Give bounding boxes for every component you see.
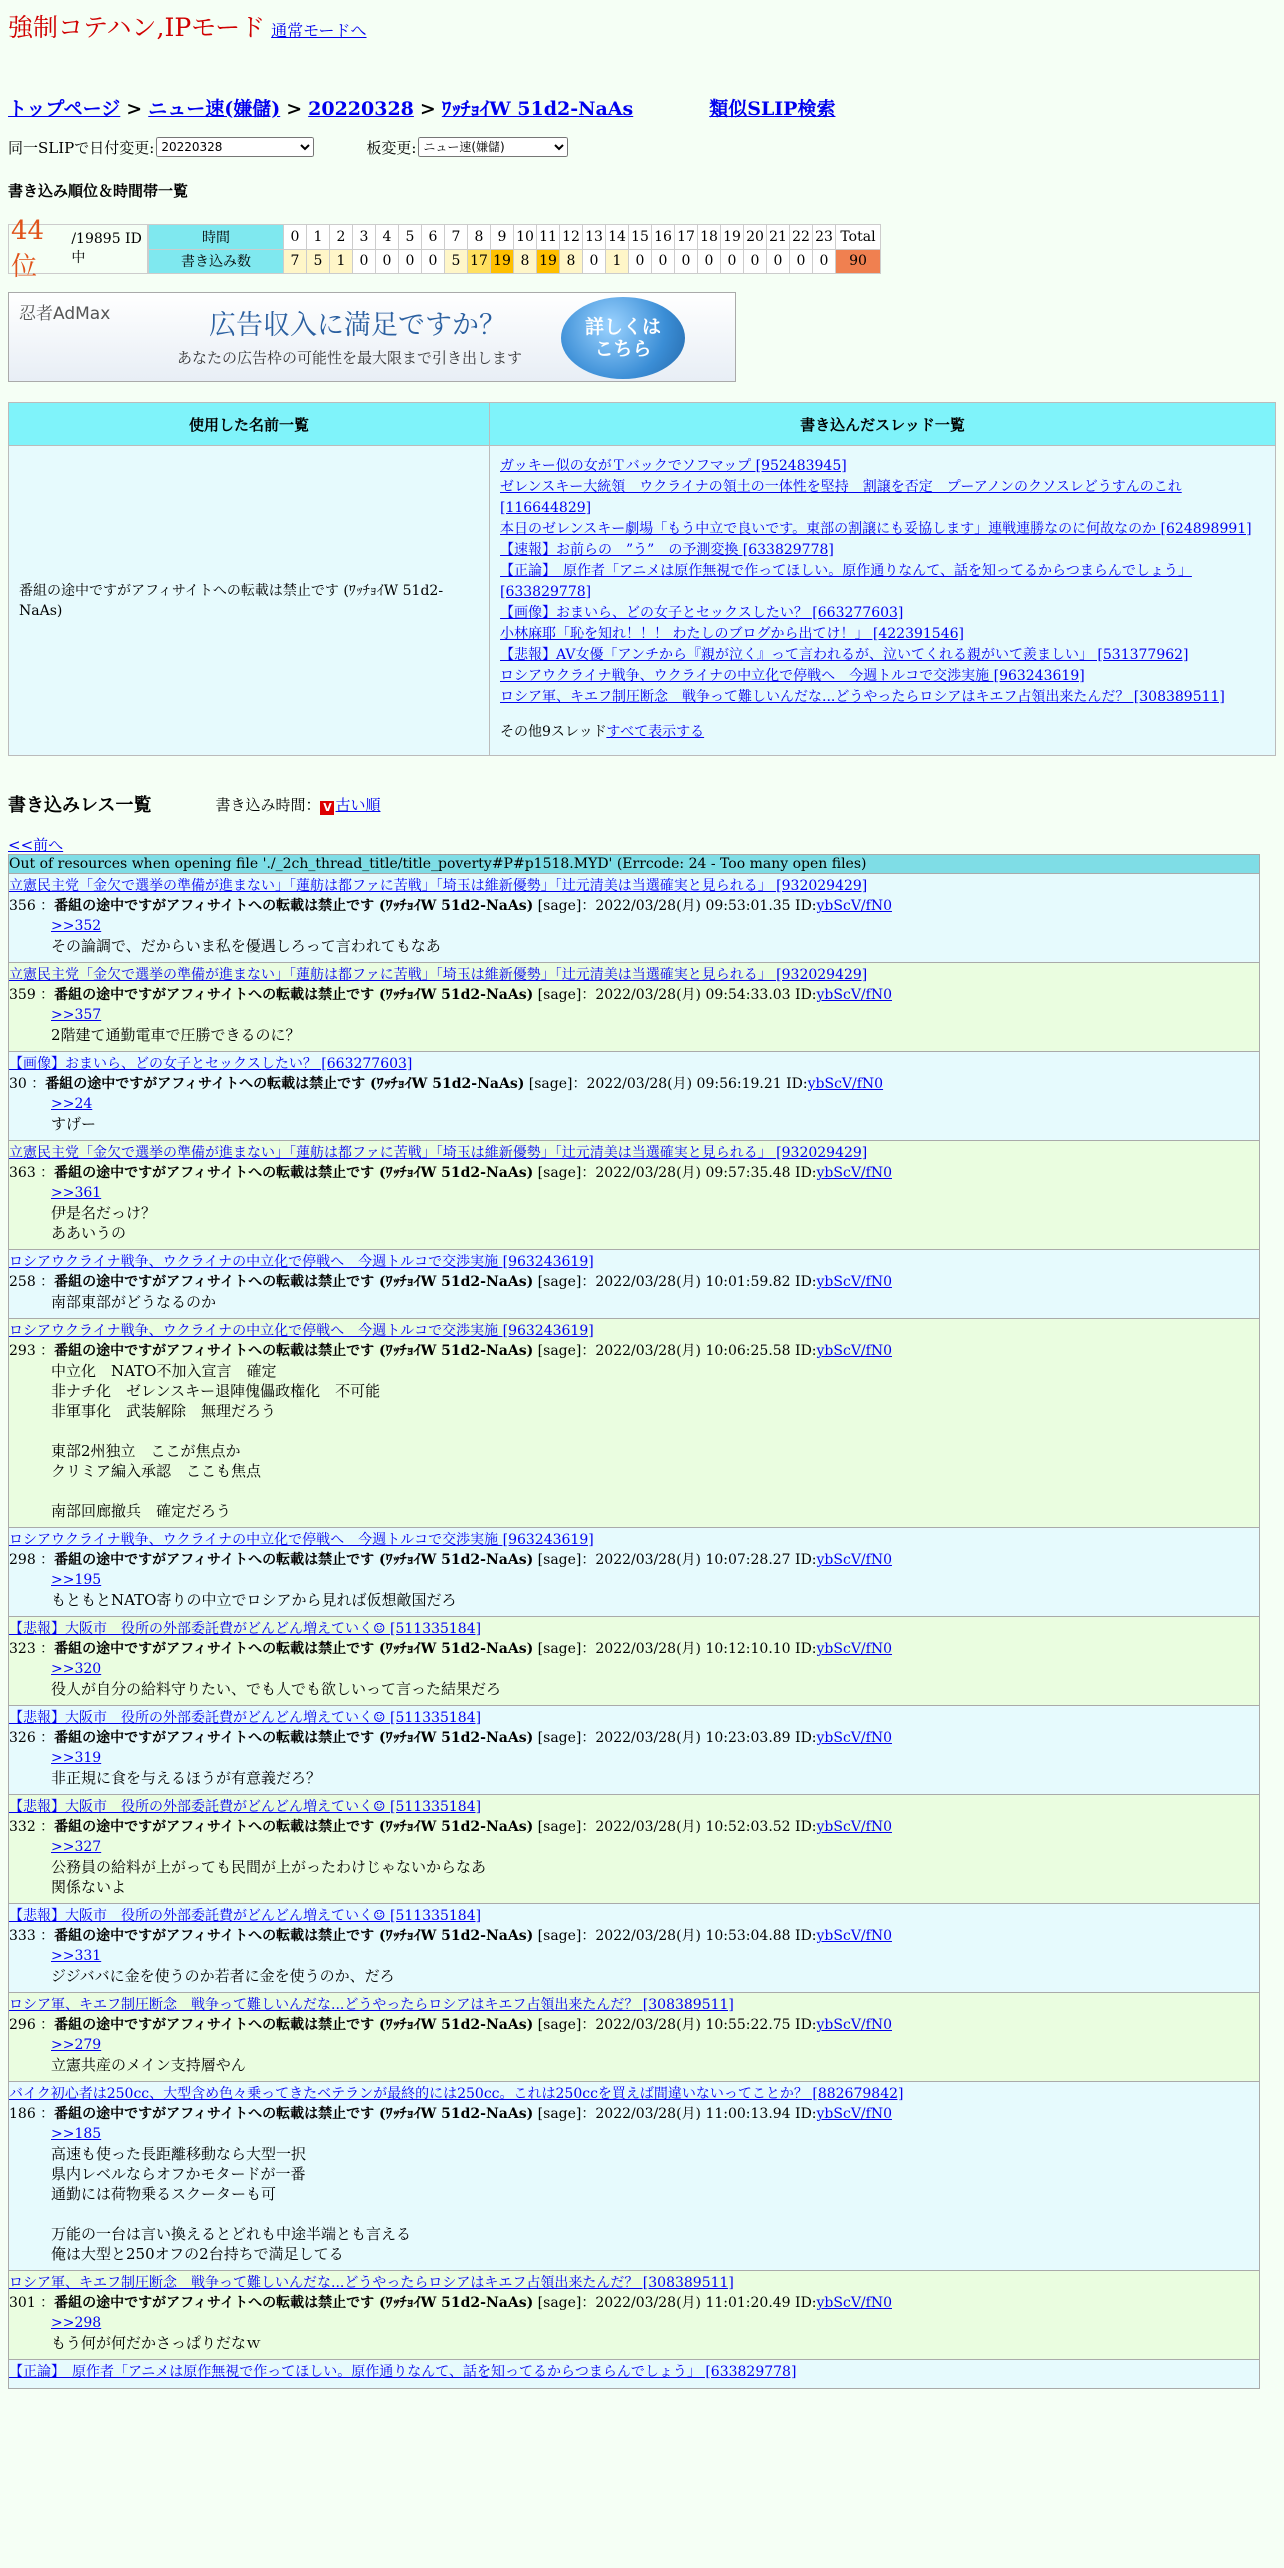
- post-meta: [9, 1163, 1259, 1183]
- hour-cell: 20: [744, 225, 767, 250]
- thread-link[interactable]: 【正論】 原作者「アニメは原作無視で作ってほしい。原作通りなんて、話を知ってるからつまらんでしょう」 [633829778]: [500, 563, 1192, 600]
- post-reply-link[interactable]: >>319: [51, 1750, 102, 1766]
- hour-count-cell: 90: [836, 249, 881, 274]
- post-body: 公務員の給料が上がっても民間が上がったわけじゃないからなあ 関係ないよ: [51, 1858, 487, 1896]
- thread-link[interactable]: 小林麻耶「恥を知れ！！！ わたしのブログから出てけ！」 [422391546]: [500, 626, 964, 642]
- post-reply-link[interactable]: >>195: [51, 1572, 102, 1588]
- hour-count-cell: 0: [744, 249, 767, 274]
- hour-count-cell: 0: [698, 249, 721, 274]
- post-reply-link[interactable]: >>331: [51, 1948, 102, 1964]
- post-reply-link[interactable]: >>298: [51, 2315, 102, 2331]
- post: [8, 2360, 1260, 2389]
- post-number: 258 ：: [9, 1274, 55, 1290]
- normal-mode-link[interactable]: 通常モードへ: [271, 21, 367, 40]
- hour-cell: 7: [445, 225, 468, 250]
- post: [8, 1904, 1260, 1993]
- thread-item: [500, 519, 1265, 540]
- prev-page-link[interactable]: <<前へ: [8, 836, 64, 854]
- names-threads-table: [8, 402, 1276, 756]
- post-body: 中立化 NATO不加入宣言 確定 非ナチ化 ゼレンスキー退陣傀儡政権化 不可能 非軍事化 武装解除 無理だろう 東部2州独立 ここが焦点か クリミア編入承認 ここも焦点 南部回廊撤兵 確定だろう: [51, 1362, 381, 1520]
- post-number: 359 ：: [9, 987, 55, 1003]
- hour-count-cell: 8: [560, 249, 583, 274]
- hour-cell: 5: [399, 225, 422, 250]
- post-id-link[interactable]: ybScV/fN0: [816, 1552, 892, 1568]
- hour-table: [148, 224, 881, 274]
- post-name: 番組の途中ですがアフィサイトへの転載は禁止です (ﾜｯﾁｮｲW 51d2-NaAs): [54, 2017, 534, 2033]
- breadcrumb-sep: >: [419, 98, 436, 120]
- post-number: 186 ：: [9, 2106, 55, 2122]
- thread-link[interactable]: ゼレンスキー大統領 ウクライナの領土の一体性を堅持 割譲を否定 プーアノンのクソスレどうすんのこれ [116644829]: [500, 479, 1182, 516]
- post-reply-link[interactable]: >>361: [51, 1185, 102, 1201]
- hour-cell: 0: [284, 225, 307, 250]
- hour-count-cell: 0: [721, 249, 744, 274]
- threads-header: 書き込んだスレッド一覧: [490, 403, 1276, 446]
- post-name: 番組の途中ですがアフィサイトへの転載は禁止です (ﾜｯﾁｮｲW 51d2-NaAs): [54, 2295, 534, 2311]
- hour-cell: 22: [790, 225, 813, 250]
- post-name: 番組の途中ですがアフィサイトへの転載は禁止です (ﾜｯﾁｮｲW 51d2-NaAs): [54, 1165, 534, 1181]
- thread-item: [500, 624, 1265, 645]
- sort-oldest-link[interactable]: 古い順: [335, 795, 381, 814]
- hour-count-cell: 0: [399, 249, 422, 274]
- hour-cell: 11: [537, 225, 560, 250]
- post-thread-link[interactable]: ロシアウクライナ戦争、ウクライナの中立化で停戦へ 今週トルコで交渉実施 [963243619]: [9, 1323, 594, 1339]
- post-thread-link[interactable]: 【悲報】大阪市 役所の外部委託費がどんどん増えていく☺ [511335184]: [9, 1621, 482, 1637]
- post-number: 301 ：: [9, 2295, 55, 2311]
- post-name: 番組の途中ですがアフィサイトへの転載は禁止です (ﾜｯﾁｮｲW 51d2-NaAs): [54, 987, 534, 1003]
- post-number: 326 ：: [9, 1730, 55, 1746]
- post-thread-link[interactable]: 【悲報】大阪市 役所の外部委託費がどんどん増えていく☺ [511335184]: [9, 1710, 482, 1726]
- hour-count-cell: 0: [422, 249, 445, 274]
- date-select-label: 同一SLIPで日付変更:: [8, 138, 155, 157]
- post-date: [sage]：2022/03/28(月) 11:00:13.94 ID:: [533, 2106, 817, 2122]
- hour-count-cell: 0: [675, 249, 698, 274]
- board-select-label: 板変更:: [366, 138, 417, 157]
- post-id-link[interactable]: ybScV/fN0: [816, 2106, 892, 2122]
- ad-brand: 忍者AdMax: [19, 304, 111, 324]
- hour-count-cell: 0: [376, 249, 399, 274]
- hour-count-cell: 0: [652, 249, 675, 274]
- error-message: Out of resources when opening file './_2ch_thread_title/title_poverty#P#p1518.MYD' (Errcode: 24 - Too many open files): [8, 854, 1260, 874]
- sort-time-label: 書き込み時間：: [215, 795, 321, 814]
- post-meta: [9, 1639, 1259, 1659]
- sort-order: [215, 794, 380, 815]
- names-header: 使用した名前一覧: [9, 403, 490, 446]
- breadcrumb: [8, 94, 1260, 120]
- post-name: 番組の途中ですがアフィサイトへの転載は禁止です (ﾜｯﾁｮｲW 51d2-NaAs): [54, 1819, 534, 1835]
- breadcrumb-sep: >: [286, 98, 303, 120]
- post-date: [sage]：2022/03/28(月) 10:01:59.82 ID:: [533, 1274, 817, 1290]
- thread-link[interactable]: 【画像】おまいら、どの女子とセックスしたい？ [663277603]: [500, 605, 904, 621]
- hour-count-cell: 17: [468, 249, 491, 274]
- thread-link[interactable]: 【悲報】AV女優「アンチから『親が泣く』って言われるが、泣いてくれる親がいて羨ましい」 [531377962]: [500, 647, 1189, 663]
- post-number: 363 ：: [9, 1165, 55, 1181]
- hour-cell: 18: [698, 225, 721, 250]
- post-date: [sage]：2022/03/28(月) 10:23:03.89 ID:: [533, 1730, 817, 1746]
- post: [8, 1795, 1260, 1904]
- board-select[interactable]: [418, 137, 568, 157]
- post-meta: [9, 2015, 1259, 2035]
- post-id-link[interactable]: ybScV/fN0: [816, 1343, 892, 1359]
- time-label: 時間: [149, 225, 284, 250]
- post: [8, 1528, 1260, 1617]
- post-thread-link[interactable]: 【悲報】大阪市 役所の外部委託費がどんどん増えていく☺ [511335184]: [9, 1908, 482, 1924]
- post-name: 番組の途中ですがアフィサイトへの転載は禁止です (ﾜｯﾁｮｲW 51d2-NaAs): [54, 2106, 534, 2122]
- breadcrumb-date[interactable]: 20220328: [308, 98, 414, 120]
- used-name: 番組の途中ですがアフィサイトへの転載は禁止です (ﾜｯﾁｮｲW 51d2-NaAs): [9, 446, 490, 756]
- breadcrumb-slip[interactable]: ﾜｯﾁｮｲW 51d2-NaAs: [441, 98, 634, 120]
- post-thread-link[interactable]: 立憲民主党「金欠で選挙の準備が進まない」「蓮舫は都ファに苦戦」「埼玉は維新優勢」「辻元清美は当選確実と見られる」 [932029429]: [9, 967, 868, 983]
- post-body: 南部東部がどうなるのか: [51, 1293, 217, 1311]
- post-meta: [9, 1272, 1259, 1292]
- post-date: [sage]：2022/03/28(月) 10:52:03.52 ID:: [533, 1819, 817, 1835]
- post-date: [sage]：2022/03/28(月) 09:53:01.35 ID:: [533, 898, 817, 914]
- hour-count-cell: 7: [284, 249, 307, 274]
- thread-link[interactable]: ガッキー似の女がＴバックでソフマップ [952483945]: [500, 458, 847, 474]
- ad-details-line1: 詳しくは: [584, 316, 661, 338]
- hour-count-cell: 19: [491, 249, 514, 274]
- hour-cell: 2: [330, 225, 353, 250]
- post-thread-link[interactable]: ロシア軍、キエフ制圧断念 戦争って難しいんだな...どうやったらロシアはキエフ占領出来たんだ？ [308389511]: [9, 2275, 734, 2291]
- sort-down-icon: V: [320, 801, 334, 815]
- res-list-heading: 書き込みレス一覧: [8, 795, 152, 816]
- post: [8, 2082, 1260, 2271]
- rank-box: [8, 215, 148, 282]
- post-reply-link[interactable]: >>279: [51, 2037, 102, 2053]
- post-body: 2階建て通勤電車で圧勝できるのに？: [51, 1026, 301, 1044]
- post: [8, 1706, 1260, 1795]
- post-id-link[interactable]: ybScV/fN0: [816, 1928, 892, 1944]
- hour-count-cell: 5: [307, 249, 330, 274]
- post-body: もう何が何だかさっぱりだなｗ: [51, 2334, 262, 2352]
- post-meta: [9, 896, 1259, 916]
- post-date: [sage]：2022/03/28(月) 11:01:20.49 ID:: [533, 2295, 817, 2311]
- post-meta: [9, 2104, 1259, 2124]
- post-id-link[interactable]: ybScV/fN0: [816, 898, 892, 914]
- post-thread-link[interactable]: ロシア軍、キエフ制圧断念 戦争って難しいんだな...どうやったらロシアはキエフ占領出来たんだ？ [308389511]: [9, 1997, 734, 2013]
- post-date: [sage]：2022/03/28(月) 09:56:19.21 ID:: [524, 1076, 808, 1092]
- hour-cell: 3: [353, 225, 376, 250]
- post-meta: [9, 1341, 1259, 1361]
- post-reply-link[interactable]: >>320: [51, 1661, 102, 1677]
- thread-link[interactable]: ロシアウクライナ戦争、ウクライナの中立化で停戦へ 今週トルコで交渉実施 [963243619]: [500, 668, 1085, 684]
- post-body: その論調で、だからいま私を優遇しろって言われてもなあ: [51, 937, 441, 955]
- thread-item: [500, 456, 1265, 477]
- post-id-link[interactable]: ybScV/fN0: [816, 2295, 892, 2311]
- hour-cell: 1: [307, 225, 330, 250]
- rank-total: /19895 ID中: [71, 231, 142, 266]
- post-name: 番組の途中ですがアフィサイトへの転載は禁止です (ﾜｯﾁｮｲW 51d2-NaAs): [54, 1641, 534, 1657]
- hour-count-row: [149, 249, 881, 274]
- post-reply-link[interactable]: >>327: [51, 1839, 102, 1855]
- post: [8, 1052, 1260, 1141]
- hour-cell: 17: [675, 225, 698, 250]
- hour-cell: 4: [376, 225, 399, 250]
- post-thread-link[interactable]: ロシアウクライナ戦争、ウクライナの中立化で停戦へ 今週トルコで交渉実施 [963243619]: [9, 1254, 594, 1270]
- ad-headline: 広告収入に満足ですか？: [209, 310, 506, 341]
- post-thread-link[interactable]: ロシアウクライナ戦争、ウクライナの中立化で停戦へ 今週トルコで交渉実施 [963243619]: [9, 1532, 594, 1548]
- count-label: 書き込み数: [149, 249, 284, 274]
- post-body: 役人が自分の給料守りたい、でも人でも欲しいって言った結果だろ: [51, 1680, 502, 1698]
- post-date: [sage]：2022/03/28(月) 10:53:04.88 ID:: [533, 1928, 817, 1944]
- post-number: 298 ：: [9, 1552, 55, 1568]
- other-threads-count: その他9スレッド: [500, 724, 607, 740]
- hour-cell: 12: [560, 225, 583, 250]
- thread-link[interactable]: 本日のゼレンスキー劇場「もう中立で良いです。東部の割譲にも妥協します」連戦連勝なのに何故なのか [624898991]: [500, 521, 1252, 537]
- hour-count-cell: 8: [514, 249, 537, 274]
- post-list: [8, 874, 1260, 2389]
- post-body: 非正規に食を与えるほうが有意義だろ？: [51, 1769, 322, 1787]
- post-body: すげー: [51, 1115, 97, 1133]
- hour-cell: 13: [583, 225, 606, 250]
- post-reply-link[interactable]: >>357: [51, 1007, 102, 1023]
- post: [8, 2271, 1260, 2360]
- thread-item: [500, 540, 1265, 561]
- thread-link[interactable]: ロシア軍、キエフ制圧断念 戦争って難しいんだな...どうやったらロシアはキエフ占領出来たんだ？ [308389511]: [500, 689, 1225, 705]
- post-reply-link[interactable]: >>352: [51, 918, 102, 934]
- hour-count-cell: 0: [790, 249, 813, 274]
- post-number: 333 ：: [9, 1928, 55, 1944]
- hour-count-cell: 0: [353, 249, 376, 274]
- post-reply-link[interactable]: >>185: [51, 2126, 102, 2142]
- post-reply-link[interactable]: >>24: [51, 1096, 93, 1112]
- post-id-link[interactable]: ybScV/fN0: [816, 2017, 892, 2033]
- post-date: [sage]：2022/03/28(月) 10:55:22.75 ID:: [533, 2017, 817, 2033]
- post-name: 番組の途中ですがアフィサイトへの転載は禁止です (ﾜｯﾁｮｲW 51d2-NaAs): [54, 1730, 534, 1746]
- ad-banner[interactable]: [8, 292, 736, 382]
- post-number: 30 ：: [9, 1076, 46, 1092]
- post-date: [sage]：2022/03/28(月) 09:57:35.48 ID:: [533, 1165, 817, 1181]
- post-number: 332 ：: [9, 1819, 55, 1835]
- post-thread-link[interactable]: 【悲報】大阪市 役所の外部委託費がどんどん増えていく☺ [511335184]: [9, 1799, 482, 1815]
- similar-slip-search-link[interactable]: 類似SLIP検索: [709, 98, 836, 120]
- post-id-link[interactable]: ybScV/fN0: [816, 1730, 892, 1746]
- hour-cell: 15: [629, 225, 652, 250]
- rank-number: 44 位: [11, 215, 45, 282]
- thread-item: [500, 603, 1265, 624]
- hour-cell: 23: [813, 225, 836, 250]
- mode-header: [8, 8, 1260, 42]
- show-all-link[interactable]: すべて表示する: [606, 724, 705, 740]
- hour-cell: 8: [468, 225, 491, 250]
- post-date: [sage]：2022/03/28(月) 10:07:28.27 ID:: [533, 1552, 817, 1568]
- thread-item: [500, 561, 1265, 603]
- post-date: [sage]：2022/03/28(月) 10:12:10.10 ID:: [533, 1641, 817, 1657]
- other-threads: [500, 722, 1265, 743]
- post-thread-link[interactable]: 【画像】おまいら、どの女子とセックスしたい？ [663277603]: [9, 1056, 413, 1072]
- post-thread-link[interactable]: 立憲民主党「金欠で選挙の準備が進まない」「蓮舫は都ファに苦戦」「埼玉は維新優勢」「辻元清美は当選確実と見られる」 [932029429]: [9, 878, 868, 894]
- mode-title: 強制コテハン,IPモード: [8, 13, 266, 42]
- thread-link[interactable]: 【速報】お前らの ”う” の予測変換 [633829778]: [500, 542, 834, 558]
- post: [8, 1993, 1260, 2082]
- hour-cell: 6: [422, 225, 445, 250]
- hour-count-cell: 0: [629, 249, 652, 274]
- post-thread-link[interactable]: 【正論】 原作者「アニメは原作無視で作ってほしい。原作通りなんて、話を知ってるからつまらんでしょう」 [633829778]: [9, 2364, 797, 2380]
- post-name: 番組の途中ですがアフィサイトへの転載は禁止です (ﾜｯﾁｮｲW 51d2-NaAs): [54, 1552, 534, 1568]
- post: [8, 963, 1260, 1052]
- hour-count-cell: 0: [813, 249, 836, 274]
- post-body: 伊是名だっけ？ ああいうの: [51, 1204, 157, 1242]
- hour-cell: 10: [514, 225, 537, 250]
- post: [8, 1617, 1260, 1706]
- ad-details-button[interactable]: [561, 297, 685, 379]
- post: [8, 1141, 1260, 1250]
- post-body: ジジババに金を使うのか若者に金を使うのか、だろ: [51, 1967, 395, 1985]
- post-number: 323 ：: [9, 1641, 55, 1657]
- breadcrumb-sep: >: [126, 98, 143, 120]
- breadcrumb-board[interactable]: ニュー速(嫌儲): [148, 98, 281, 120]
- post-id-link[interactable]: ybScV/fN0: [816, 1274, 892, 1290]
- post-number: 293 ：: [9, 1343, 55, 1359]
- post-id-link[interactable]: ybScV/fN0: [816, 1819, 892, 1835]
- thread-item: [500, 645, 1265, 666]
- post-meta: [9, 1074, 1259, 1094]
- post-id-link[interactable]: ybScV/fN0: [816, 1165, 892, 1181]
- post-meta: [9, 1926, 1259, 1946]
- thread-item: [500, 666, 1265, 687]
- post: [8, 874, 1260, 963]
- post-meta: [9, 985, 1259, 1005]
- post: [8, 1319, 1260, 1528]
- select-row: [8, 134, 1260, 160]
- breadcrumb-top[interactable]: トップページ: [8, 98, 121, 120]
- post-thread-link[interactable]: バイク初心者は250cc、大型含め色々乗ってきたベテランが最終的には250cc。これは250ccを買えば間違いないってことか？ [882679842]: [9, 2086, 904, 2102]
- hour-count-cell: 0: [767, 249, 790, 274]
- post-id-link[interactable]: ybScV/fN0: [807, 1076, 884, 1092]
- post-body: 高速も使った長距離移動なら大型一択 県内レベルならオフかモタードが一番 通勤には荷物乗るスクーターも可 万能の一台は言い換えるとどれも中途半端とも言える 俺は大型と250オフの2台持ちで満足してる: [51, 2145, 412, 2263]
- prev-page: [8, 834, 1260, 854]
- post-date: [sage]：2022/03/28(月) 09:54:33.03 ID:: [533, 987, 817, 1003]
- post-number: 296 ：: [9, 2017, 55, 2033]
- ranking-row: [8, 215, 1260, 282]
- hour-count-cell: 5: [445, 249, 468, 274]
- post-number: 356 ：: [9, 898, 55, 914]
- hour-cell: 19: [721, 225, 744, 250]
- post-id-link[interactable]: ybScV/fN0: [816, 987, 892, 1003]
- hour-cell: 9: [491, 225, 514, 250]
- ad-subtext: あなたの広告枠の可能性を最大限まで引き出します: [177, 349, 523, 367]
- hour-cell: 14: [606, 225, 629, 250]
- thread-item: [500, 687, 1265, 708]
- post-thread-link[interactable]: 立憲民主党「金欠で選挙の準備が進まない」「蓮舫は都ファに苦戦」「埼玉は維新優勢」「辻元清美は当選確実と見られる」 [932029429]: [9, 1145, 868, 1161]
- hour-count-cell: 1: [330, 249, 353, 274]
- post-body: もともとNATO寄りの中立でロシアから見れば仮想敵国だろ: [51, 1591, 457, 1609]
- hour-header-row: [149, 225, 881, 250]
- hour-count-cell: 0: [583, 249, 606, 274]
- post-id-link[interactable]: ybScV/fN0: [816, 1641, 892, 1657]
- post-date: [sage]：2022/03/28(月) 10:06:25.58 ID:: [533, 1343, 817, 1359]
- post-meta: [9, 1817, 1259, 1837]
- thread-item: [500, 477, 1265, 519]
- ad-details-line2: こちら: [594, 338, 652, 360]
- ranking-heading: 書き込み順位＆時間帯一覧: [8, 182, 189, 200]
- post-body: 立憲共産のメイン支持層やん: [51, 2056, 246, 2074]
- post-meta: [9, 2293, 1259, 2313]
- res-list-header: [8, 792, 1260, 816]
- thread-list: [490, 446, 1276, 756]
- date-select[interactable]: [156, 137, 314, 157]
- post: [8, 1250, 1260, 1319]
- post-name: 番組の途中ですがアフィサイトへの転載は禁止です (ﾜｯﾁｮｲW 51d2-NaAs): [54, 1343, 534, 1359]
- post-meta: [9, 1728, 1259, 1748]
- thread-links: [500, 456, 1265, 708]
- hour-cell: Total: [836, 225, 881, 250]
- post-name: 番組の途中ですがアフィサイトへの転載は禁止です (ﾜｯﾁｮｲW 51d2-NaAs): [54, 898, 534, 914]
- post-meta: [9, 1550, 1259, 1570]
- hour-count-cell: 19: [537, 249, 560, 274]
- post-name: 番組の途中ですがアフィサイトへの転載は禁止です (ﾜｯﾁｮｲW 51d2-NaAs): [45, 1076, 525, 1092]
- hour-cell: 16: [652, 225, 675, 250]
- post-name: 番組の途中ですがアフィサイトへの転載は禁止です (ﾜｯﾁｮｲW 51d2-NaAs): [54, 1274, 534, 1290]
- post-name: 番組の途中ですがアフィサイトへの転載は禁止です (ﾜｯﾁｮｲW 51d2-NaAs): [54, 1928, 534, 1944]
- hour-count-cell: 1: [606, 249, 629, 274]
- hour-cell: 21: [767, 225, 790, 250]
